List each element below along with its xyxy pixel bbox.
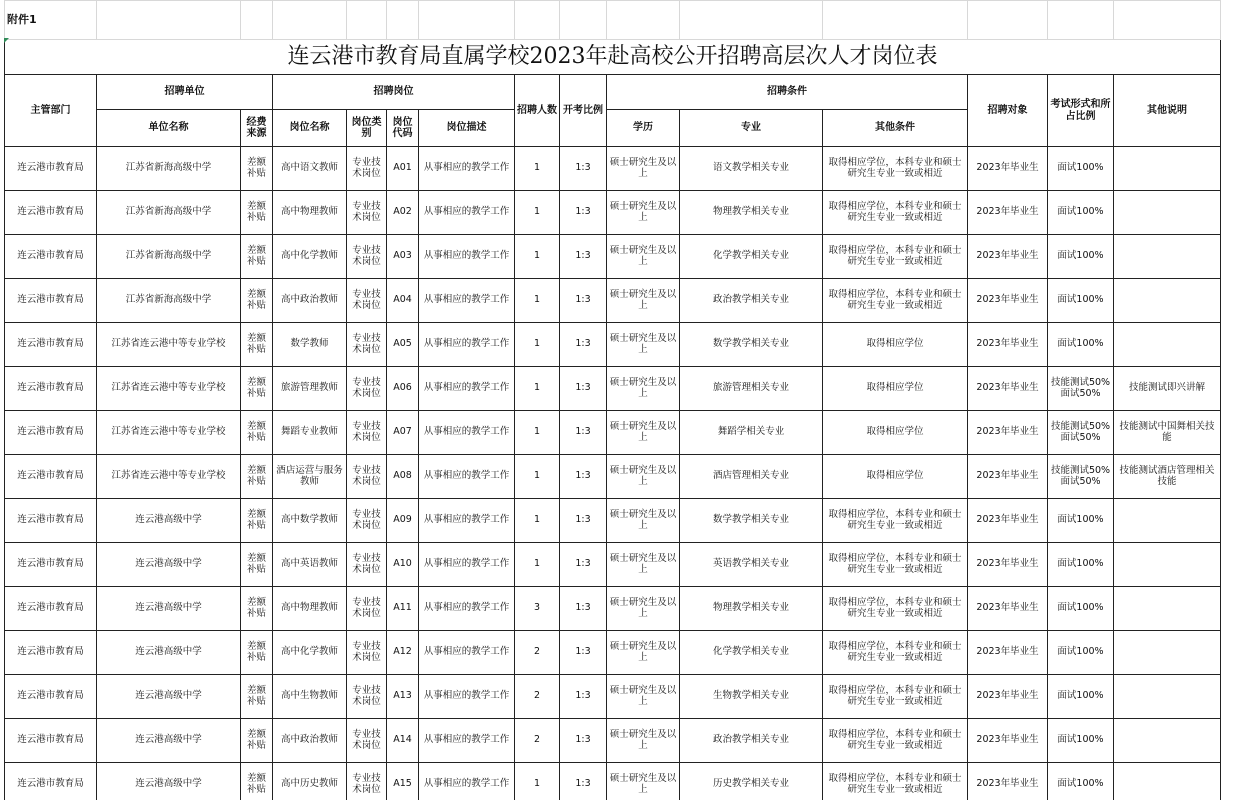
cell-other-conditions[interactable]: 取得相应学位，本科专业和硕士研究生专业一致或相近 bbox=[823, 543, 968, 587]
cell-other-conditions[interactable]: 取得相应学位，本科专业和硕士研究生专业一致或相近 bbox=[823, 763, 968, 800]
cell-education[interactable]: 硕士研究生及以上 bbox=[607, 367, 680, 411]
cell-notes[interactable]: 技能测试即兴讲解 bbox=[1114, 367, 1221, 411]
cell-position-desc[interactable]: 从事相应的教学工作 bbox=[419, 323, 515, 367]
cell-funding[interactable]: 差额补贴 bbox=[241, 367, 273, 411]
cell-target[interactable]: 2023年毕业生 bbox=[968, 411, 1048, 455]
cell-position-desc[interactable]: 从事相应的教学工作 bbox=[419, 367, 515, 411]
header-position-type[interactable]: 岗位类别 bbox=[347, 110, 387, 147]
cell-exam[interactable]: 面试100% bbox=[1048, 147, 1114, 191]
cell-position-code[interactable]: A02 bbox=[387, 191, 419, 235]
cell-major[interactable]: 舞蹈学相关专业 bbox=[680, 411, 823, 455]
header-education[interactable]: 学历 bbox=[607, 110, 680, 147]
cell-position-code[interactable]: A01 bbox=[387, 147, 419, 191]
cell-position-code[interactable]: A09 bbox=[387, 499, 419, 543]
cell-major[interactable]: 政治教学相关专业 bbox=[680, 279, 823, 323]
cell-position-name[interactable]: 高中政治教师 bbox=[273, 719, 347, 763]
cell-education[interactable]: 硕士研究生及以上 bbox=[607, 455, 680, 499]
cell-target[interactable]: 2023年毕业生 bbox=[968, 191, 1048, 235]
cell-ratio[interactable]: 1:3 bbox=[560, 323, 607, 367]
cell-ratio[interactable]: 1:3 bbox=[560, 235, 607, 279]
cell-position-name[interactable]: 高中英语教师 bbox=[273, 543, 347, 587]
empty-cell[interactable] bbox=[968, 1, 1048, 40]
cell-position-desc[interactable]: 从事相应的教学工作 bbox=[419, 191, 515, 235]
table-row bbox=[5, 147, 1221, 191]
cell-position-type[interactable]: 专业技术岗位 bbox=[347, 323, 387, 367]
cell-position-type[interactable]: 专业技术岗位 bbox=[347, 763, 387, 800]
cell-position-code[interactable]: A15 bbox=[387, 763, 419, 800]
cell-target[interactable]: 2023年毕业生 bbox=[968, 543, 1048, 587]
cell-count[interactable]: 1 bbox=[515, 411, 560, 455]
empty-cell[interactable] bbox=[1048, 1, 1114, 40]
cell-ratio[interactable]: 1:3 bbox=[560, 543, 607, 587]
cell-funding[interactable]: 差额补贴 bbox=[241, 235, 273, 279]
cell-other-conditions[interactable]: 取得相应学位，本科专业和硕士研究生专业一致或相近 bbox=[823, 499, 968, 543]
cell-notes[interactable]: 技能测试中国舞相关技能 bbox=[1114, 411, 1221, 455]
cell-position-name[interactable]: 高中物理教师 bbox=[273, 191, 347, 235]
cell-unit[interactable]: 连云港高级中学 bbox=[97, 499, 241, 543]
cell-comment-marker bbox=[4, 38, 9, 43]
cell-other-conditions[interactable]: 取得相应学位，本科专业和硕士研究生专业一致或相近 bbox=[823, 235, 968, 279]
cell-count[interactable]: 1 bbox=[515, 543, 560, 587]
cell-position-name[interactable]: 数学教师 bbox=[273, 323, 347, 367]
cell-exam[interactable]: 面试100% bbox=[1048, 719, 1114, 763]
cell-education[interactable]: 硕士研究生及以上 bbox=[607, 499, 680, 543]
cell-position-type[interactable]: 专业技术岗位 bbox=[347, 675, 387, 719]
header-unit-group[interactable]: 招聘单位 bbox=[97, 75, 273, 110]
table-row bbox=[5, 191, 1221, 235]
cell-unit[interactable]: 连云港高级中学 bbox=[97, 543, 241, 587]
cell-target[interactable]: 2023年毕业生 bbox=[968, 235, 1048, 279]
cell-exam[interactable]: 面试100% bbox=[1048, 323, 1114, 367]
cell-count[interactable]: 1 bbox=[515, 235, 560, 279]
cell-position-name[interactable]: 高中生物教师 bbox=[273, 675, 347, 719]
cell-dept[interactable]: 连云港市教育局 bbox=[5, 191, 97, 235]
cell-exam[interactable]: 面试100% bbox=[1048, 763, 1114, 800]
cell-notes[interactable] bbox=[1114, 279, 1221, 323]
cell-count[interactable]: 3 bbox=[515, 587, 560, 631]
cell-position-type[interactable]: 专业技术岗位 bbox=[347, 631, 387, 675]
cell-unit[interactable]: 江苏省连云港中等专业学校 bbox=[97, 323, 241, 367]
header-position-name[interactable]: 岗位名称 bbox=[273, 110, 347, 147]
cell-count[interactable]: 1 bbox=[515, 147, 560, 191]
cell-funding[interactable]: 差额补贴 bbox=[241, 323, 273, 367]
cell-position-code[interactable]: A12 bbox=[387, 631, 419, 675]
cell-education[interactable]: 硕士研究生及以上 bbox=[607, 719, 680, 763]
cell-other-conditions[interactable]: 取得相应学位，本科专业和硕士研究生专业一致或相近 bbox=[823, 279, 968, 323]
cell-position-type[interactable]: 专业技术岗位 bbox=[347, 367, 387, 411]
cell-position-name[interactable]: 高中化学教师 bbox=[273, 235, 347, 279]
header-other-conditions[interactable]: 其他条件 bbox=[823, 110, 968, 147]
cell-ratio[interactable]: 1:3 bbox=[560, 191, 607, 235]
cell-education[interactable]: 硕士研究生及以上 bbox=[607, 191, 680, 235]
cell-dept[interactable]: 连云港市教育局 bbox=[5, 235, 97, 279]
cell-exam[interactable]: 面试100% bbox=[1048, 235, 1114, 279]
cell-count[interactable]: 1 bbox=[515, 763, 560, 800]
header-position-desc[interactable]: 岗位描述 bbox=[419, 110, 515, 147]
table-body bbox=[5, 147, 1221, 800]
cell-notes[interactable] bbox=[1114, 323, 1221, 367]
cell-unit[interactable]: 江苏省新海高级中学 bbox=[97, 279, 241, 323]
cell-position-type[interactable]: 专业技术岗位 bbox=[347, 455, 387, 499]
cell-other-conditions[interactable]: 取得相应学位 bbox=[823, 367, 968, 411]
empty-cell[interactable] bbox=[823, 1, 968, 40]
cell-dept[interactable]: 连云港市教育局 bbox=[5, 147, 97, 191]
cell-major[interactable]: 物理教学相关专业 bbox=[680, 191, 823, 235]
cell-funding[interactable]: 差额补贴 bbox=[241, 411, 273, 455]
cell-exam[interactable]: 技能测试50%面试50% bbox=[1048, 455, 1114, 499]
cell-unit[interactable]: 江苏省新海高级中学 bbox=[97, 191, 241, 235]
cell-funding[interactable]: 差额补贴 bbox=[241, 719, 273, 763]
cell-funding[interactable]: 差额补贴 bbox=[241, 543, 273, 587]
cell-count[interactable]: 1 bbox=[515, 455, 560, 499]
table-row bbox=[5, 411, 1221, 455]
attachment-row bbox=[5, 1, 1221, 40]
cell-target[interactable]: 2023年毕业生 bbox=[968, 499, 1048, 543]
cell-major[interactable]: 政治教学相关专业 bbox=[680, 719, 823, 763]
cell-major[interactable]: 数学教学相关专业 bbox=[680, 323, 823, 367]
cell-position-code[interactable]: A14 bbox=[387, 719, 419, 763]
cell-notes[interactable] bbox=[1114, 763, 1221, 800]
cell-education[interactable]: 硕士研究生及以上 bbox=[607, 763, 680, 800]
cell-ratio[interactable]: 1:3 bbox=[560, 367, 607, 411]
cell-target[interactable]: 2023年毕业生 bbox=[968, 279, 1048, 323]
cell-major[interactable]: 化学教学相关专业 bbox=[680, 631, 823, 675]
table-row bbox=[5, 279, 1221, 323]
cell-unit[interactable]: 江苏省新海高级中学 bbox=[97, 235, 241, 279]
cell-funding[interactable]: 差额补贴 bbox=[241, 675, 273, 719]
cell-other-conditions[interactable]: 取得相应学位，本科专业和硕士研究生专业一致或相近 bbox=[823, 587, 968, 631]
cell-education[interactable]: 硕士研究生及以上 bbox=[607, 587, 680, 631]
cell-education[interactable]: 硕士研究生及以上 bbox=[607, 631, 680, 675]
cell-major[interactable]: 旅游管理相关专业 bbox=[680, 367, 823, 411]
cell-position-type[interactable]: 专业技术岗位 bbox=[347, 147, 387, 191]
cell-position-name[interactable]: 高中物理教师 bbox=[273, 587, 347, 631]
cell-dept[interactable]: 连云港市教育局 bbox=[5, 631, 97, 675]
header-target[interactable]: 招聘对象 bbox=[968, 75, 1048, 147]
recruitment-table bbox=[4, 0, 1221, 800]
cell-position-desc[interactable]: 从事相应的教学工作 bbox=[419, 763, 515, 800]
empty-cell[interactable] bbox=[241, 1, 273, 40]
cell-position-type[interactable]: 专业技术岗位 bbox=[347, 719, 387, 763]
cell-position-name[interactable]: 高中语文教师 bbox=[273, 147, 347, 191]
cell-unit[interactable]: 连云港高级中学 bbox=[97, 719, 241, 763]
cell-ratio[interactable]: 1:3 bbox=[560, 675, 607, 719]
empty-cell[interactable] bbox=[607, 1, 680, 40]
table-row bbox=[5, 675, 1221, 719]
cell-position-desc[interactable]: 从事相应的教学工作 bbox=[419, 455, 515, 499]
cell-position-name[interactable]: 舞蹈专业教师 bbox=[273, 411, 347, 455]
cell-count[interactable]: 2 bbox=[515, 675, 560, 719]
header-row-1 bbox=[5, 75, 1221, 110]
cell-position-desc[interactable]: 从事相应的教学工作 bbox=[419, 147, 515, 191]
cell-count[interactable]: 1 bbox=[515, 367, 560, 411]
cell-position-name[interactable]: 高中历史教师 bbox=[273, 763, 347, 800]
cell-funding[interactable]: 差额补贴 bbox=[241, 455, 273, 499]
cell-education[interactable]: 硕士研究生及以上 bbox=[607, 543, 680, 587]
cell-other-conditions[interactable]: 取得相应学位，本科专业和硕士研究生专业一致或相近 bbox=[823, 719, 968, 763]
cell-major[interactable]: 物理教学相关专业 bbox=[680, 587, 823, 631]
empty-cell[interactable] bbox=[273, 1, 347, 40]
cell-exam[interactable]: 面试100% bbox=[1048, 675, 1114, 719]
cell-position-type[interactable]: 专业技术岗位 bbox=[347, 499, 387, 543]
cell-unit[interactable]: 江苏省新海高级中学 bbox=[97, 147, 241, 191]
table-row bbox=[5, 587, 1221, 631]
cell-count[interactable]: 1 bbox=[515, 279, 560, 323]
cell-dept[interactable]: 连云港市教育局 bbox=[5, 411, 97, 455]
cell-position-code[interactable]: A05 bbox=[387, 323, 419, 367]
table-row bbox=[5, 367, 1221, 411]
cell-ratio[interactable]: 1:3 bbox=[560, 587, 607, 631]
cell-position-desc[interactable]: 从事相应的教学工作 bbox=[419, 719, 515, 763]
cell-position-name[interactable]: 高中政治教师 bbox=[273, 279, 347, 323]
cell-dept[interactable]: 连云港市教育局 bbox=[5, 323, 97, 367]
cell-major[interactable]: 数学教学相关专业 bbox=[680, 499, 823, 543]
cell-count[interactable]: 1 bbox=[515, 499, 560, 543]
empty-cell[interactable] bbox=[560, 1, 607, 40]
cell-unit[interactable]: 江苏省连云港中等专业学校 bbox=[97, 411, 241, 455]
header-major[interactable]: 专业 bbox=[680, 110, 823, 147]
cell-notes[interactable] bbox=[1114, 543, 1221, 587]
cell-position-name[interactable]: 高中数学教师 bbox=[273, 499, 347, 543]
cell-notes[interactable] bbox=[1114, 631, 1221, 675]
cell-other-conditions[interactable]: 取得相应学位，本科专业和硕士研究生专业一致或相近 bbox=[823, 675, 968, 719]
empty-cell[interactable] bbox=[515, 1, 560, 40]
cell-position-type[interactable]: 专业技术岗位 bbox=[347, 587, 387, 631]
empty-cell[interactable] bbox=[1114, 1, 1221, 40]
cell-major[interactable]: 化学教学相关专业 bbox=[680, 235, 823, 279]
cell-target[interactable]: 2023年毕业生 bbox=[968, 587, 1048, 631]
cell-notes[interactable] bbox=[1114, 719, 1221, 763]
cell-position-code[interactable]: A06 bbox=[387, 367, 419, 411]
cell-position-desc[interactable]: 从事相应的教学工作 bbox=[419, 279, 515, 323]
header-funding[interactable]: 经费来源 bbox=[241, 110, 273, 147]
cell-major[interactable]: 英语教学相关专业 bbox=[680, 543, 823, 587]
cell-ratio[interactable]: 1:3 bbox=[560, 763, 607, 800]
cell-major[interactable]: 酒店管理相关专业 bbox=[680, 455, 823, 499]
cell-major[interactable]: 生物教学相关专业 bbox=[680, 675, 823, 719]
cell-other-conditions[interactable]: 取得相应学位 bbox=[823, 411, 968, 455]
empty-cell[interactable] bbox=[387, 1, 419, 40]
cell-target[interactable]: 2023年毕业生 bbox=[968, 367, 1048, 411]
cell-notes[interactable] bbox=[1114, 587, 1221, 631]
cell-position-type[interactable]: 专业技术岗位 bbox=[347, 543, 387, 587]
cell-funding[interactable]: 差额补贴 bbox=[241, 587, 273, 631]
cell-education[interactable]: 硕士研究生及以上 bbox=[607, 323, 680, 367]
cell-notes[interactable]: 技能测试酒店管理相关技能 bbox=[1114, 455, 1221, 499]
cell-position-desc[interactable]: 从事相应的教学工作 bbox=[419, 411, 515, 455]
cell-other-conditions[interactable]: 取得相应学位 bbox=[823, 323, 968, 367]
empty-cell[interactable] bbox=[680, 1, 823, 40]
cell-target[interactable]: 2023年毕业生 bbox=[968, 719, 1048, 763]
cell-funding[interactable]: 差额补贴 bbox=[241, 763, 273, 800]
header-position-code[interactable]: 岗位代码 bbox=[387, 110, 419, 147]
cell-education[interactable]: 硕士研究生及以上 bbox=[607, 411, 680, 455]
cell-dept[interactable]: 连云港市教育局 bbox=[5, 279, 97, 323]
table-row bbox=[5, 719, 1221, 763]
cell-dept[interactable]: 连云港市教育局 bbox=[5, 367, 97, 411]
cell-target[interactable]: 2023年毕业生 bbox=[968, 631, 1048, 675]
cell-notes[interactable] bbox=[1114, 147, 1221, 191]
cell-position-desc[interactable]: 从事相应的教学工作 bbox=[419, 499, 515, 543]
header-unit-name[interactable]: 单位名称 bbox=[97, 110, 241, 147]
cell-notes[interactable] bbox=[1114, 191, 1221, 235]
cell-exam[interactable]: 技能测试50%面试50% bbox=[1048, 367, 1114, 411]
cell-count[interactable]: 2 bbox=[515, 631, 560, 675]
cell-position-code[interactable]: A08 bbox=[387, 455, 419, 499]
cell-other-conditions[interactable]: 取得相应学位 bbox=[823, 455, 968, 499]
cell-count[interactable]: 1 bbox=[515, 323, 560, 367]
cell-unit[interactable]: 连云港高级中学 bbox=[97, 675, 241, 719]
cell-unit[interactable]: 连云港高级中学 bbox=[97, 631, 241, 675]
cell-dept[interactable]: 连云港市教育局 bbox=[5, 587, 97, 631]
cell-position-type[interactable]: 专业技术岗位 bbox=[347, 191, 387, 235]
cell-ratio[interactable]: 1:3 bbox=[560, 279, 607, 323]
cell-ratio[interactable]: 1:3 bbox=[560, 631, 607, 675]
cell-funding[interactable]: 差额补贴 bbox=[241, 631, 273, 675]
cell-position-type[interactable]: 专业技术岗位 bbox=[347, 411, 387, 455]
cell-position-code[interactable]: A13 bbox=[387, 675, 419, 719]
table-row bbox=[5, 455, 1221, 499]
cell-exam[interactable]: 面试100% bbox=[1048, 499, 1114, 543]
header-exam[interactable]: 考试形式和所占比例 bbox=[1048, 75, 1114, 147]
cell-target[interactable]: 2023年毕业生 bbox=[968, 147, 1048, 191]
cell-target[interactable]: 2023年毕业生 bbox=[968, 763, 1048, 800]
cell-education[interactable]: 硕士研究生及以上 bbox=[607, 147, 680, 191]
cell-dept[interactable]: 连云港市教育局 bbox=[5, 455, 97, 499]
cell-unit[interactable]: 江苏省连云港中等专业学校 bbox=[97, 367, 241, 411]
cell-exam[interactable]: 面试100% bbox=[1048, 631, 1114, 675]
cell-position-desc[interactable]: 从事相应的教学工作 bbox=[419, 631, 515, 675]
cell-education[interactable]: 硕士研究生及以上 bbox=[607, 279, 680, 323]
cell-position-desc[interactable]: 从事相应的教学工作 bbox=[419, 235, 515, 279]
cell-unit[interactable]: 连云港高级中学 bbox=[97, 587, 241, 631]
cell-position-code[interactable]: A11 bbox=[387, 587, 419, 631]
cell-unit[interactable]: 连云港高级中学 bbox=[97, 763, 241, 800]
empty-cell[interactable] bbox=[419, 1, 515, 40]
cell-position-code[interactable]: A04 bbox=[387, 279, 419, 323]
cell-ratio[interactable]: 1:3 bbox=[560, 719, 607, 763]
header-ratio[interactable]: 开考比例 bbox=[560, 75, 607, 147]
cell-exam[interactable]: 面试100% bbox=[1048, 543, 1114, 587]
cell-position-type[interactable]: 专业技术岗位 bbox=[347, 235, 387, 279]
header-count[interactable]: 招聘人数 bbox=[515, 75, 560, 147]
cell-count[interactable]: 1 bbox=[515, 191, 560, 235]
cell-education[interactable]: 硕士研究生及以上 bbox=[607, 675, 680, 719]
cell-exam[interactable]: 面试100% bbox=[1048, 191, 1114, 235]
cell-position-desc[interactable]: 从事相应的教学工作 bbox=[419, 675, 515, 719]
table-row bbox=[5, 763, 1221, 800]
title-row bbox=[5, 40, 1221, 75]
cell-position-code[interactable]: A07 bbox=[387, 411, 419, 455]
cell-other-conditions[interactable]: 取得相应学位，本科专业和硕士研究生专业一致或相近 bbox=[823, 147, 968, 191]
header-conditions-group[interactable]: 招聘条件 bbox=[607, 75, 968, 110]
cell-dept[interactable]: 连云港市教育局 bbox=[5, 543, 97, 587]
empty-cell[interactable] bbox=[347, 1, 387, 40]
table-title[interactable]: 连云港市教育局直属学校2023年赴高校公开招聘高层次人才岗位表 bbox=[5, 40, 1221, 75]
cell-funding[interactable]: 差额补贴 bbox=[241, 191, 273, 235]
header-position-group[interactable]: 招聘岗位 bbox=[273, 75, 515, 110]
cell-ratio[interactable]: 1:3 bbox=[560, 499, 607, 543]
table-row bbox=[5, 499, 1221, 543]
cell-position-type[interactable]: 专业技术岗位 bbox=[347, 279, 387, 323]
cell-dept[interactable]: 连云港市教育局 bbox=[5, 499, 97, 543]
cell-funding[interactable]: 差额补贴 bbox=[241, 499, 273, 543]
header-notes[interactable]: 其他说明 bbox=[1114, 75, 1221, 147]
cell-notes[interactable] bbox=[1114, 235, 1221, 279]
cell-dept[interactable]: 连云港市教育局 bbox=[5, 763, 97, 800]
table-row bbox=[5, 235, 1221, 279]
cell-target[interactable]: 2023年毕业生 bbox=[968, 455, 1048, 499]
cell-ratio[interactable]: 1:3 bbox=[560, 411, 607, 455]
cell-exam[interactable]: 面试100% bbox=[1048, 587, 1114, 631]
cell-position-desc[interactable]: 从事相应的教学工作 bbox=[419, 587, 515, 631]
cell-ratio[interactable]: 1:3 bbox=[560, 455, 607, 499]
cell-major[interactable]: 语文教学相关专业 bbox=[680, 147, 823, 191]
cell-position-name[interactable]: 旅游管理教师 bbox=[273, 367, 347, 411]
cell-education[interactable]: 硕士研究生及以上 bbox=[607, 235, 680, 279]
cell-count[interactable]: 2 bbox=[515, 719, 560, 763]
cell-exam[interactable]: 面试100% bbox=[1048, 279, 1114, 323]
cell-position-code[interactable]: A03 bbox=[387, 235, 419, 279]
cell-target[interactable]: 2023年毕业生 bbox=[968, 675, 1048, 719]
cell-position-name[interactable]: 酒店运营与服务教师 bbox=[273, 455, 347, 499]
header-dept[interactable]: 主管部门 bbox=[5, 75, 97, 147]
table-row bbox=[5, 631, 1221, 675]
cell-notes[interactable] bbox=[1114, 499, 1221, 543]
cell-ratio[interactable]: 1:3 bbox=[560, 147, 607, 191]
empty-cell[interactable] bbox=[97, 1, 241, 40]
table-row bbox=[5, 543, 1221, 587]
cell-position-desc[interactable]: 从事相应的教学工作 bbox=[419, 543, 515, 587]
cell-notes[interactable] bbox=[1114, 675, 1221, 719]
cell-other-conditions[interactable]: 取得相应学位，本科专业和硕士研究生专业一致或相近 bbox=[823, 631, 968, 675]
attachment-label[interactable]: 附件1 bbox=[5, 1, 97, 40]
cell-funding[interactable]: 差额补贴 bbox=[241, 147, 273, 191]
cell-position-code[interactable]: A10 bbox=[387, 543, 419, 587]
cell-exam[interactable]: 技能测试50%面试50% bbox=[1048, 411, 1114, 455]
cell-target[interactable]: 2023年毕业生 bbox=[968, 323, 1048, 367]
cell-dept[interactable]: 连云港市教育局 bbox=[5, 675, 97, 719]
cell-dept[interactable]: 连云港市教育局 bbox=[5, 719, 97, 763]
cell-major[interactable]: 历史教学相关专业 bbox=[680, 763, 823, 800]
cell-other-conditions[interactable]: 取得相应学位，本科专业和硕士研究生专业一致或相近 bbox=[823, 191, 968, 235]
cell-unit[interactable]: 江苏省连云港中等专业学校 bbox=[97, 455, 241, 499]
table-row bbox=[5, 323, 1221, 367]
cell-funding[interactable]: 差额补贴 bbox=[241, 279, 273, 323]
cell-position-name[interactable]: 高中化学教师 bbox=[273, 631, 347, 675]
